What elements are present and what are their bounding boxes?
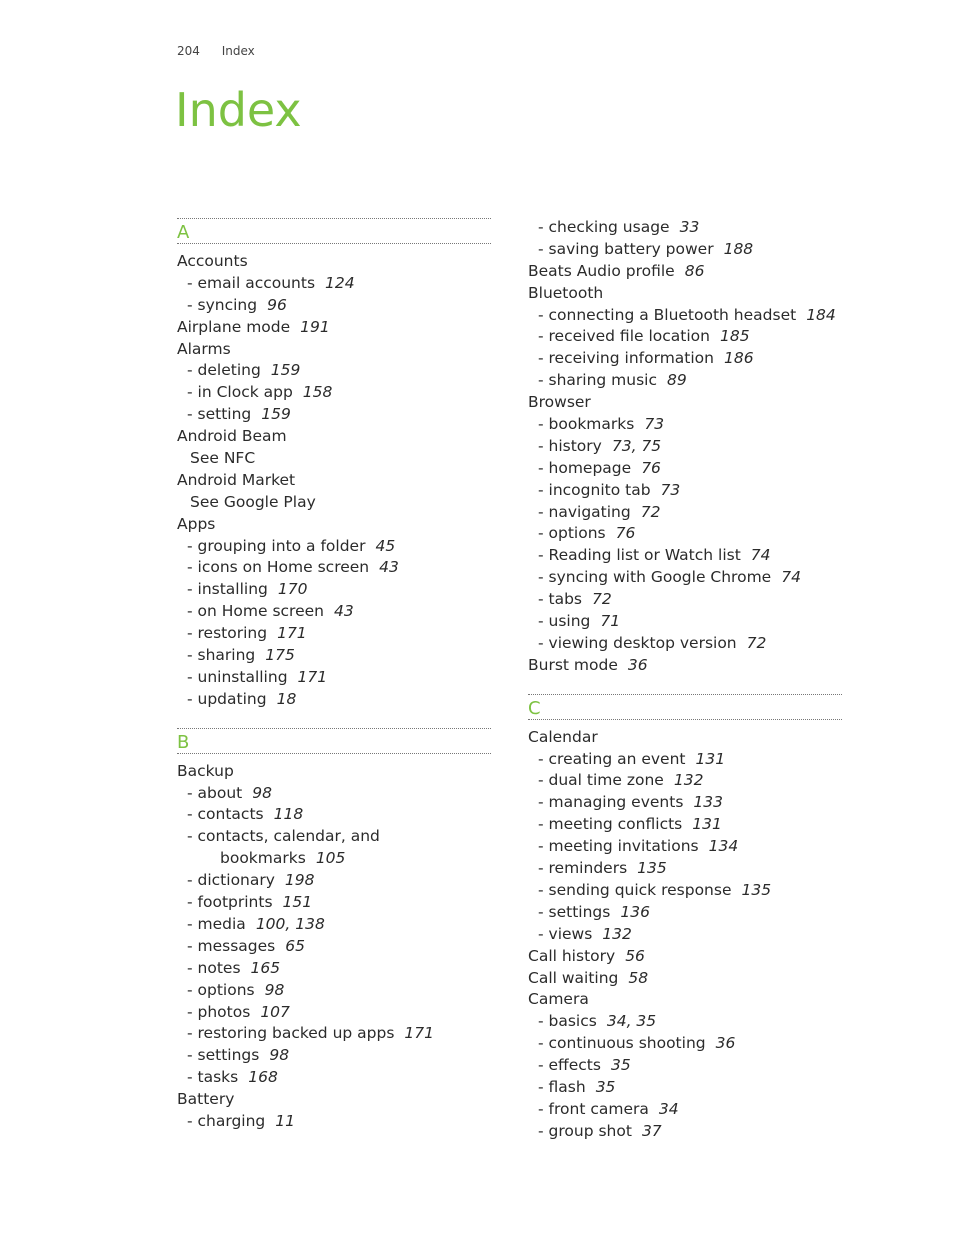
page-reference: 98: [269, 1046, 290, 1065]
page-reference: 35: [610, 1056, 631, 1075]
page-reference: 175: [265, 646, 295, 665]
index-subentry: [528, 239, 842, 261]
page-reference: 33: [679, 218, 700, 236]
index-subentry: [177, 980, 491, 1002]
page-reference: 96: [267, 295, 287, 314]
entry-text: Apps: [177, 514, 216, 533]
entry-text: - dictionary: [187, 871, 275, 890]
entry-text: - tabs: [538, 590, 583, 609]
page-reference: 131: [692, 815, 722, 834]
page-reference: 72: [640, 502, 661, 521]
page-reference: 86: [684, 261, 705, 280]
index-term: [528, 968, 842, 990]
index-subentry: [177, 892, 491, 914]
index-see-reference: [177, 448, 491, 470]
page-reference: 105: [315, 849, 346, 868]
page-reference: 165: [250, 958, 281, 977]
index-subentry: [528, 480, 842, 502]
entry-text: - navigating: [538, 502, 631, 521]
index-subentry: [177, 936, 491, 958]
entry-text: - bookmarks: [538, 415, 635, 434]
entry-text: - in Clock app: [187, 383, 293, 402]
index-subentry: [177, 783, 491, 805]
index-subentry: [528, 523, 842, 545]
index-subentry: [177, 645, 491, 667]
page-reference: 98: [252, 783, 272, 802]
entry-text: - receiving information: [538, 349, 714, 368]
entry-text: - viewing desktop version: [538, 633, 737, 652]
index-subentry: [528, 749, 842, 771]
index-subentry: [528, 348, 842, 370]
index-subentry: [177, 848, 491, 870]
page-reference: 170: [277, 580, 308, 599]
index-term: [528, 283, 842, 305]
index-subentry: [528, 567, 842, 589]
entry-text: - managing events: [538, 793, 684, 812]
index-subentry: [177, 623, 491, 645]
page-reference: 73, 75: [611, 436, 662, 455]
index-subentry: [177, 1111, 491, 1133]
page-reference: 37: [641, 1121, 662, 1140]
index-subentry: [528, 326, 842, 348]
page-reference: 36: [627, 655, 648, 674]
entry-text: - updating: [187, 689, 267, 708]
page-number: 204: [177, 44, 200, 58]
entry-text: - using: [538, 612, 591, 631]
entry-text: - options: [538, 524, 606, 543]
index-subentry: [528, 1033, 842, 1055]
index-subentry: [528, 414, 842, 436]
entry-text: - dual time zone: [538, 771, 664, 790]
entry-text: - settings: [187, 1046, 260, 1065]
entry-text: Bluetooth: [528, 283, 604, 302]
index-subentry: [177, 579, 491, 601]
page-reference: 186: [723, 349, 754, 368]
index-column-right: [528, 217, 842, 1143]
index-subentry: [177, 804, 491, 826]
page-title: Index: [175, 83, 302, 137]
page-reference: 124: [325, 273, 355, 292]
page-reference: 43: [333, 602, 354, 621]
index-term: [177, 761, 491, 783]
index-term: [528, 261, 842, 283]
index-term: [528, 655, 842, 677]
entry-text: - setting: [187, 405, 252, 424]
running-header: [177, 44, 255, 58]
entry-text: - sharing: [187, 646, 256, 665]
entry-text: - sending quick response: [538, 880, 732, 899]
entry-text: - photos: [187, 1002, 251, 1021]
entry-text: - meeting conflicts: [538, 815, 683, 834]
page-reference: 132: [602, 924, 632, 943]
index-term: [177, 426, 491, 448]
page-reference: 133: [693, 793, 723, 812]
index-subentry: [177, 295, 491, 317]
index-subentry: [528, 902, 842, 924]
page-reference: 34: [658, 1099, 679, 1118]
entry-text: Burst mode: [528, 655, 618, 674]
index-term: [528, 727, 842, 749]
index-column-left: [177, 218, 491, 1133]
page-reference: 65: [285, 936, 305, 955]
index-subentry: [177, 360, 491, 382]
entry-text: - sharing music: [538, 371, 658, 390]
index-subentry: [177, 667, 491, 689]
entry-text: - effects: [538, 1056, 601, 1075]
page-reference: 198: [284, 871, 315, 890]
page-reference: 135: [637, 859, 667, 878]
index-term: [177, 470, 491, 492]
section-spacer: [177, 711, 491, 728]
entry-text: Android Beam: [177, 427, 287, 446]
index-subentry: [177, 273, 491, 295]
index-subentry: [528, 545, 842, 567]
index-letter-heading: A: [177, 218, 491, 244]
page-reference: 34, 35: [606, 1012, 657, 1031]
page-reference: 159: [261, 405, 291, 424]
index-subentry: [528, 633, 842, 655]
page-reference: 72: [592, 590, 612, 609]
entry-text: - continuous shooting: [538, 1034, 706, 1053]
index-subentry: [528, 770, 842, 792]
entry-text: Alarms: [177, 339, 231, 358]
page-reference: 36: [715, 1034, 736, 1053]
index-subentry: [528, 1099, 842, 1121]
index-term: [177, 317, 491, 339]
index-term: [528, 392, 842, 414]
index-subentry: [177, 689, 491, 711]
index-term: [177, 251, 491, 273]
index-term: [177, 339, 491, 361]
page-reference: 171: [297, 667, 328, 686]
index-term: [528, 989, 842, 1011]
page-reference: 73: [660, 480, 681, 499]
index-subentry: [177, 958, 491, 980]
entry-text: Airplane mode: [177, 317, 291, 336]
entry-text: - syncing with Google Chrome: [538, 568, 772, 587]
entry-text: - incognito tab: [538, 480, 651, 499]
entry-text: - syncing: [187, 295, 258, 314]
entry-text: Call history: [528, 946, 616, 965]
page-reference: 185: [719, 327, 750, 346]
index-subentry: [177, 870, 491, 892]
index-subentry: [177, 536, 491, 558]
index-subentry: [177, 1045, 491, 1067]
entry-text: - flash: [538, 1077, 586, 1096]
entry-text: - notes: [187, 958, 241, 977]
entry-text: - group shot: [538, 1121, 632, 1140]
page-reference: 136: [620, 902, 650, 921]
page-reference: 45: [375, 536, 396, 555]
entry-text: Battery: [177, 1090, 235, 1109]
entry-text: Accounts: [177, 252, 248, 270]
entry-text: - messages: [187, 936, 276, 955]
page-reference: 76: [641, 458, 661, 477]
entry-text: - charging: [187, 1111, 266, 1130]
index-subentry: [528, 305, 842, 327]
page-reference: 191: [300, 317, 330, 336]
entry-text: See NFC: [190, 449, 256, 468]
index-subentry: [528, 858, 842, 880]
index-letter-heading: C: [528, 694, 842, 720]
entry-text: - footprints: [187, 893, 273, 912]
index-subentry: [177, 914, 491, 936]
entry-text: - grouping into a folder: [187, 536, 366, 555]
page-reference: 76: [615, 524, 636, 543]
page-reference: 71: [600, 612, 621, 631]
page-reference: 11: [275, 1111, 296, 1130]
entry-text: - connecting a Bluetooth headset: [538, 305, 797, 324]
page-reference: 168: [248, 1068, 278, 1087]
page-reference: 131: [695, 749, 726, 768]
index-term: [177, 1089, 491, 1111]
entry-text: Call waiting: [528, 968, 619, 987]
index-subentry: [528, 836, 842, 858]
index-subentry: [177, 557, 491, 579]
entry-text: Calendar: [528, 727, 598, 746]
page-reference: 158: [302, 383, 333, 402]
index-subentry: [177, 1067, 491, 1089]
entry-text: Beats Audio profile: [528, 261, 675, 280]
page-reference: 56: [625, 946, 645, 965]
entry-text: - icons on Home screen: [187, 558, 370, 577]
entry-text: - uninstalling: [187, 667, 288, 686]
page-reference: 98: [264, 980, 285, 999]
entry-text: - homepage: [538, 458, 632, 477]
index-subentry: [528, 1011, 842, 1033]
entry-text: Backup: [177, 761, 234, 780]
index-subentry: [528, 217, 842, 239]
page-reference: 188: [723, 239, 754, 258]
index-subentry: [528, 436, 842, 458]
page-reference: 107: [260, 1002, 290, 1021]
entry-text: - checking usage: [538, 218, 670, 236]
entry-text: - meeting invitations: [538, 837, 699, 856]
index-subentry: [177, 1023, 491, 1045]
entry-text: - email accounts: [187, 273, 316, 292]
entry-text: - deleting: [187, 361, 261, 380]
page-reference: 58: [628, 968, 649, 987]
entry-text: - media: [187, 914, 246, 933]
index-subentry: [528, 589, 842, 611]
index-term: [528, 946, 842, 968]
index-see-reference: [177, 492, 491, 514]
page-reference: 118: [273, 805, 304, 824]
index-subentry: [177, 382, 491, 404]
index-subentry: [177, 1002, 491, 1024]
entry-text: - creating an event: [538, 749, 686, 768]
entry-text: - saving battery power: [538, 239, 714, 258]
entry-text: bookmarks: [220, 849, 306, 868]
index-subentry: [528, 880, 842, 902]
index-subentry: [528, 502, 842, 524]
index-subentry: [528, 924, 842, 946]
index-subentry: [177, 601, 491, 623]
section-spacer: [528, 677, 842, 694]
index-letter-heading: B: [177, 728, 491, 754]
entry-text: - views: [538, 924, 593, 943]
entry-text: See Google Play: [190, 492, 316, 511]
entry-text: - about: [187, 783, 243, 802]
page-reference: 74: [750, 546, 771, 565]
entry-text: - restoring backed up apps: [187, 1024, 395, 1043]
entry-text: - contacts: [187, 805, 264, 824]
entry-text: - options: [187, 980, 255, 999]
index-subentry: [177, 404, 491, 426]
entry-text: - history: [538, 436, 602, 455]
entry-text: Browser: [528, 393, 591, 412]
entry-text: - tasks: [187, 1068, 239, 1087]
entry-text: - contacts, calendar, and: [187, 827, 380, 846]
entry-text: - basics: [538, 1012, 597, 1031]
index-subentry: [528, 1121, 842, 1143]
page-reference: 132: [673, 771, 704, 790]
page-reference: 184: [806, 305, 836, 324]
index-term: [177, 514, 491, 536]
page-reference: 135: [741, 880, 772, 899]
page-reference: 35: [595, 1077, 616, 1096]
page-reference: 43: [379, 558, 399, 577]
entry-text: - front camera: [538, 1099, 649, 1118]
page-reference: 100, 138: [255, 914, 325, 933]
index-subentry: [528, 814, 842, 836]
page-reference: 159: [270, 361, 301, 380]
header-section: Index: [221, 44, 255, 58]
index-subentry: [177, 826, 491, 848]
index-subentry: [528, 370, 842, 392]
page-reference: 74: [781, 568, 801, 587]
page-reference: 171: [404, 1024, 435, 1043]
entry-text: - settings: [538, 902, 611, 921]
entry-text: Android Market: [177, 470, 296, 489]
entry-text: - on Home screen: [187, 602, 324, 621]
index-subentry: [528, 1055, 842, 1077]
page-reference: 73: [644, 415, 665, 434]
entry-text: Camera: [528, 990, 589, 1009]
entry-text: - Reading list or Watch list: [538, 546, 741, 565]
page-reference: 89: [667, 371, 687, 390]
page-reference: 72: [746, 633, 767, 652]
index-subentry: [528, 458, 842, 480]
entry-text: - restoring: [187, 624, 268, 643]
index-subentry: [528, 792, 842, 814]
index-subentry: [528, 611, 842, 633]
page-reference: 134: [708, 837, 739, 856]
entry-text: - reminders: [538, 859, 628, 878]
page-reference: 18: [276, 689, 297, 708]
index-subentry: [528, 1077, 842, 1099]
entry-text: - installing: [187, 580, 268, 599]
entry-text: - received file location: [538, 327, 710, 346]
page-reference: 171: [277, 624, 307, 643]
page-reference: 151: [282, 893, 313, 912]
